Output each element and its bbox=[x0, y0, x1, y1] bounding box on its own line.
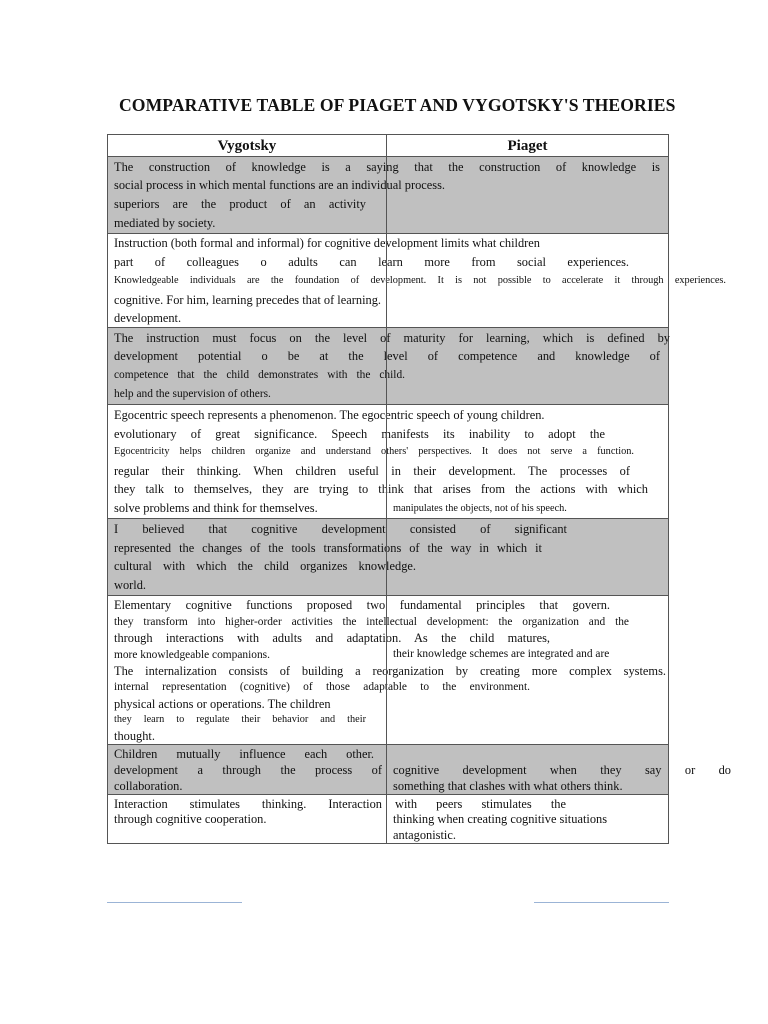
page-title: COMPARATIVE TABLE OF PIAGET AND VYGOTSKY'S THEORIES bbox=[119, 95, 676, 115]
table-row bbox=[108, 595, 668, 744]
table-header-row bbox=[108, 135, 668, 157]
comparison-table bbox=[107, 134, 731, 844]
row-line: they transform into higher-order activities the intellectual development: the organization and the bbox=[114, 616, 629, 628]
row-line: they learn to regulate their behavior and their bbox=[114, 714, 366, 725]
row-line: regular their thinking. When children useful in their development. The processes of bbox=[114, 464, 630, 478]
column-divider bbox=[386, 135, 387, 843]
footer-rule-left bbox=[107, 902, 242, 903]
row-line: Children mutually influence each other. bbox=[114, 747, 374, 761]
row-line: represented the changes of the tools transformations of the way in which it bbox=[114, 541, 542, 555]
table-row bbox=[108, 404, 668, 518]
row-line: Instruction (both formal and informal) for cognitive development limits what children bbox=[114, 236, 540, 250]
row-line: internal representation (cognitive) of those adaptable to the environment. bbox=[114, 681, 530, 693]
row-line: Interaction stimulates thinking. Interaction bbox=[114, 797, 382, 811]
footer-rule-right bbox=[534, 902, 669, 903]
row-line: collaboration. bbox=[114, 779, 183, 793]
row-line: Elementary cognitive functions proposed two fundamental principles that govern. bbox=[114, 598, 610, 612]
row-line: superiors are the product of an activity bbox=[114, 197, 366, 211]
row-line: something that clashes with what others think. bbox=[393, 779, 623, 793]
row-line: competence that the child demonstrates with the child. bbox=[114, 369, 405, 381]
table-row bbox=[108, 744, 731, 794]
row-line: help and the supervision of others. bbox=[114, 388, 271, 400]
row-line: development a through the process of bbox=[114, 763, 382, 777]
row-line: with peers stimulates the bbox=[395, 797, 566, 811]
row-line: Egocentricity helps children organize and understand others' perspectives. It does not serve a function. bbox=[114, 446, 634, 457]
header-vygotsky: Vygotsky bbox=[217, 138, 277, 154]
row-line: cultural with which the child organizes knowledge. bbox=[114, 559, 416, 573]
row-line: development. bbox=[114, 311, 182, 325]
row-line: The construction of knowledge is a saying that the construction of knowledge is bbox=[114, 160, 660, 174]
row-line: thinking when creating cognitive situations bbox=[393, 812, 608, 826]
row-line: The instruction must focus on the level of maturity for learning, which is defined by bbox=[114, 331, 670, 345]
row-line: thought. bbox=[114, 729, 155, 743]
row-line: through interactions with adults and adaptation. As the child matures, bbox=[114, 631, 550, 645]
row-line: physical actions or operations. The children bbox=[114, 697, 331, 711]
row-line: antagonistic. bbox=[393, 828, 456, 842]
row-line: part of colleagues o adults can learn more from social experiences. bbox=[114, 255, 629, 269]
row-line: manipulates the objects, not of his speech. bbox=[393, 503, 567, 514]
header-piaget: Piaget bbox=[507, 138, 548, 154]
row-line: social process in which mental functions are an individual process. bbox=[114, 178, 446, 192]
row-line: I believed that cognitive development consisted of significant bbox=[114, 522, 567, 536]
table-row bbox=[108, 233, 726, 327]
row-line: cognitive. For him, learning precedes that of learning. bbox=[114, 293, 382, 307]
row-line: The internalization consists of building a reorganization by creating more complex systems. bbox=[114, 664, 666, 678]
row-line: they talk to themselves, they are trying to think that arises from the actions with which bbox=[114, 482, 648, 496]
row-line: cognitive development when they say or do bbox=[393, 763, 731, 777]
row-line: development potential o be at the level of competence and knowledge of bbox=[114, 349, 660, 363]
row-line: more knowledgeable companions. bbox=[114, 649, 270, 661]
row-line: mediated by society. bbox=[114, 216, 216, 230]
row-line: their knowledge schemes are integrated and are bbox=[393, 648, 610, 660]
row-line: evolutionary of great significance. Speech manifests its inability to adopt the bbox=[114, 427, 605, 441]
row-line: solve problems and think for themselves. bbox=[114, 501, 318, 515]
row-line: world. bbox=[114, 578, 147, 592]
row-line: through cognitive cooperation. bbox=[114, 812, 267, 826]
table-row bbox=[108, 156, 668, 233]
row-line: Knowledgeable individuals are the foundation of development. It is not possible to accelerate it through experiences. bbox=[114, 275, 726, 286]
table-row bbox=[108, 794, 668, 843]
row-line: Egocentric speech represents a phenomenon. The egocentric speech of young children. bbox=[114, 408, 545, 422]
table-row bbox=[108, 327, 668, 404]
table-row bbox=[108, 518, 668, 595]
